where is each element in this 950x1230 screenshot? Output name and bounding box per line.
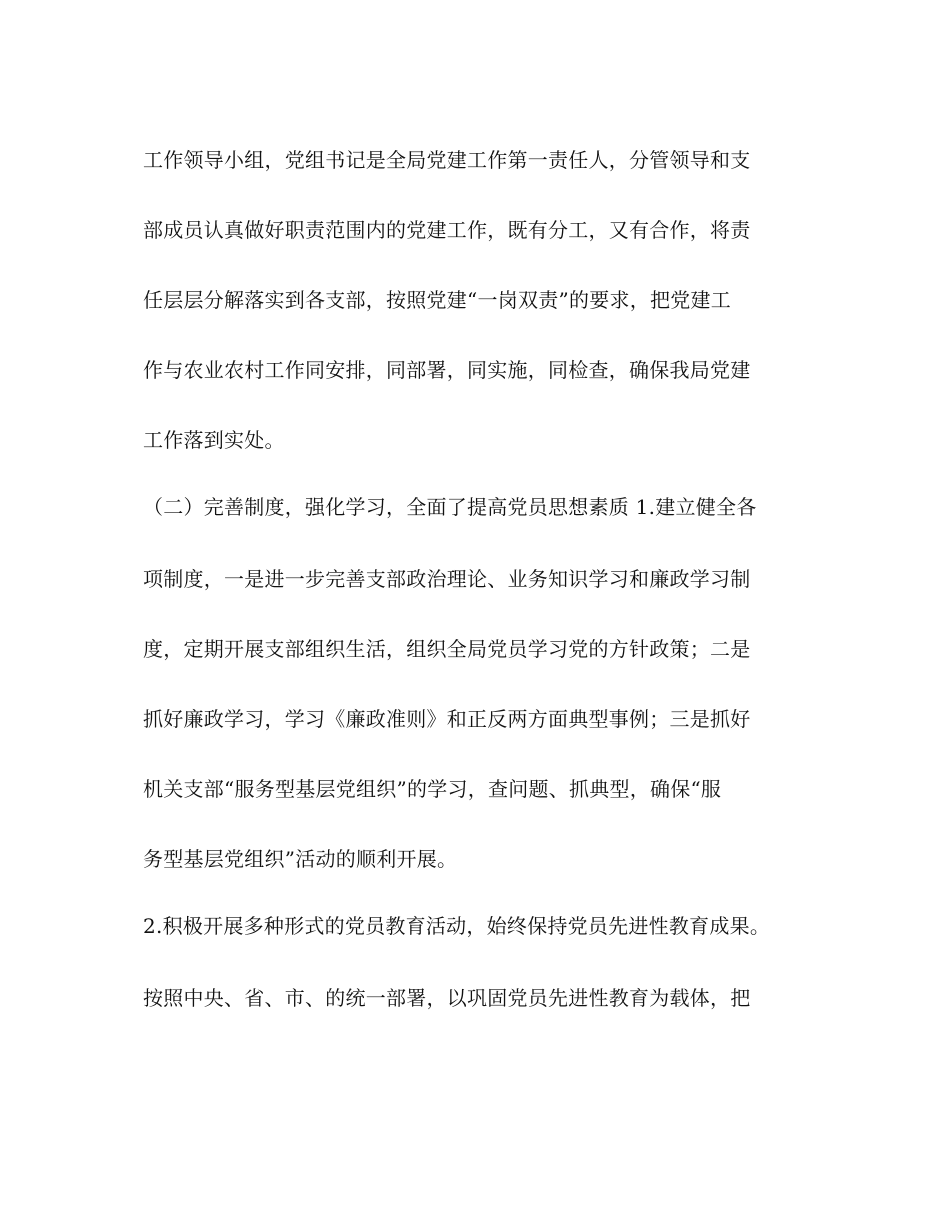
section-heading-line: （二）完善制度，强化学习，全面了提高党员思想素质 1.建立健全各 — [143, 495, 757, 519]
text-line: 工作落到实处。 — [143, 428, 285, 452]
text-line: 部成员认真做好职责范围内的党建工作，既有分工，又有合作，将责 — [143, 218, 751, 242]
numbered-item-line: 2.积极开展多种形式的党员教育活动，始终保持党员先进性教育成果。 — [143, 914, 771, 938]
text-line: 务型基层党组织”活动的顺利开展。 — [143, 847, 458, 871]
text-line: 抓好廉政学习，学习《廉政准则》和正反两方面典型事例；三是抓好 — [143, 707, 751, 731]
text-line: 项制度，一是进一步完善支部政治理论、业务知识学习和廉政学习制 — [143, 567, 751, 591]
text-line: 机关支部“服务型基层党组织”的学习，查问题、抓典型，确保“服 — [143, 777, 722, 801]
text-line: 作与农业农村工作同安排，同部署，同实施，同检查，确保我局党建 — [143, 358, 751, 382]
text-line: 任层层分解落实到各支部，按照党建“一岗双责”的要求，把党建工 — [143, 288, 731, 312]
text-line: 按照中央、省、市、的统一部署，以巩固党员先进性教育为载体，把 — [143, 986, 751, 1010]
text-line: 度，定期开展支部组织生活，组织全局党员学习党的方针政策；二是 — [143, 637, 751, 661]
text-line: 工作领导小组，党组书记是全局党建工作第一责任人，分管领导和支 — [143, 148, 751, 172]
